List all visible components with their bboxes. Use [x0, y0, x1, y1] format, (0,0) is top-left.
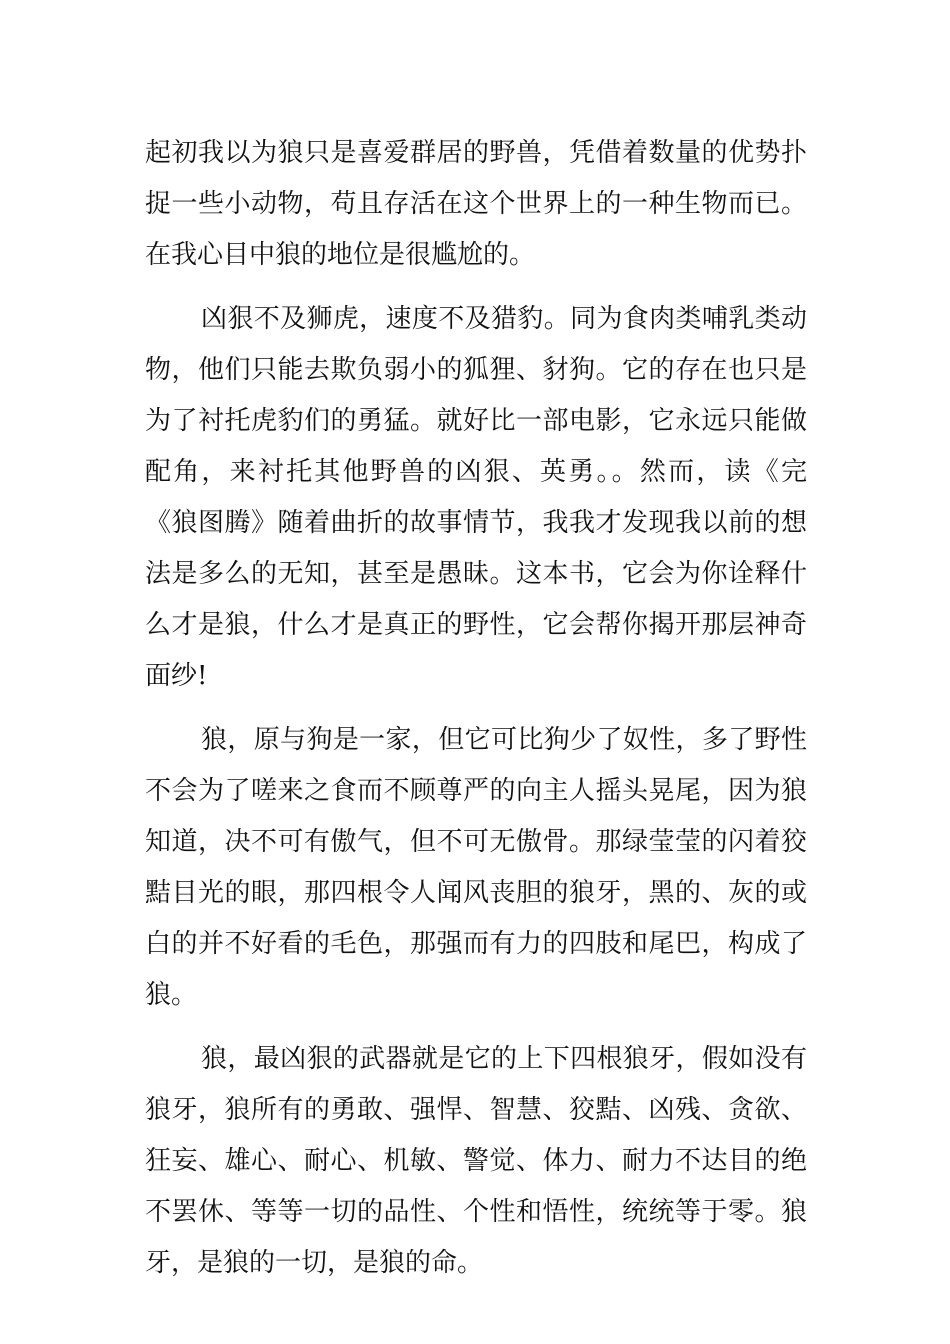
- text-line: 狼。: [145, 980, 198, 1010]
- text-line: 么才是狼，什么才是真正的野性，它会帮你揭开那层神奇: [145, 610, 807, 640]
- text-line: 不罢休、等等一切的品性、个性和悟性，统统等于零。狼: [145, 1197, 807, 1227]
- text-line: 物，他们只能去欺负弱小的狐狸、豺狗。它的存在也只是: [145, 355, 807, 385]
- paragraph-1: [145, 128, 807, 281]
- text-line: 白的并不好看的毛色，那强而有力的四肢和尾巴，构成了: [145, 929, 807, 959]
- document-body: [145, 128, 807, 1289]
- text-line: 为了衬托虎豹们的勇猛。就好比一部电影，它永远只能做: [145, 406, 807, 436]
- text-line: 不会为了嗟来之食而不顾尊严的向主人摇头晃尾，因为狼: [145, 776, 807, 806]
- text-line: 狂妄、雄心、耐心、机敏、警觉、体力、耐力不达目的绝: [145, 1146, 807, 1176]
- text-line: 法是多么的无知，甚至是愚昧。这本书，它会为你诠释什: [145, 559, 807, 589]
- text-line: 黠目光的眼，那四根令人闻风丧胆的狼牙，黑的、灰的或: [145, 878, 807, 908]
- text-line: 《狼图腾》随着曲折的故事情节，我我才发现我以前的想: [145, 508, 807, 538]
- text-line: 狼，原与狗是一家，但它可比狗少了奴性，多了野性: [201, 725, 807, 755]
- text-line: 牙，是狼的一切，是狼的命。: [145, 1248, 484, 1278]
- text-line: 起初我以为狼只是喜爱群居的野兽，凭借着数量的优势扑: [145, 138, 807, 168]
- text-line: 狼，最凶狠的武器就是它的上下四根狼牙，假如没有: [201, 1044, 807, 1074]
- text-line: 凶狠不及狮虎，速度不及猎豹。同为食肉类哺乳类动: [201, 304, 807, 334]
- text-line: 知道，决不可有傲气，但不可无傲骨。那绿莹莹的闪着狡: [145, 827, 807, 857]
- paragraph-3: [145, 715, 807, 1021]
- paragraph-4: [145, 1034, 807, 1289]
- text-line: 面纱!: [145, 661, 208, 691]
- text-line: 捉一些小动物，苟且存活在这个世界上的一种生物而已。: [145, 189, 807, 219]
- text-line: 在我心目中狼的地位是很尴尬的。: [145, 240, 536, 270]
- text-line: 狼牙，狼所有的勇敢、强悍、智慧、狡黠、凶残、贪欲、: [145, 1095, 807, 1125]
- text-line: 配角，来衬托其他野兽的凶狠、英勇。。然而，读《完: [145, 457, 807, 487]
- paragraph-2: [145, 294, 807, 702]
